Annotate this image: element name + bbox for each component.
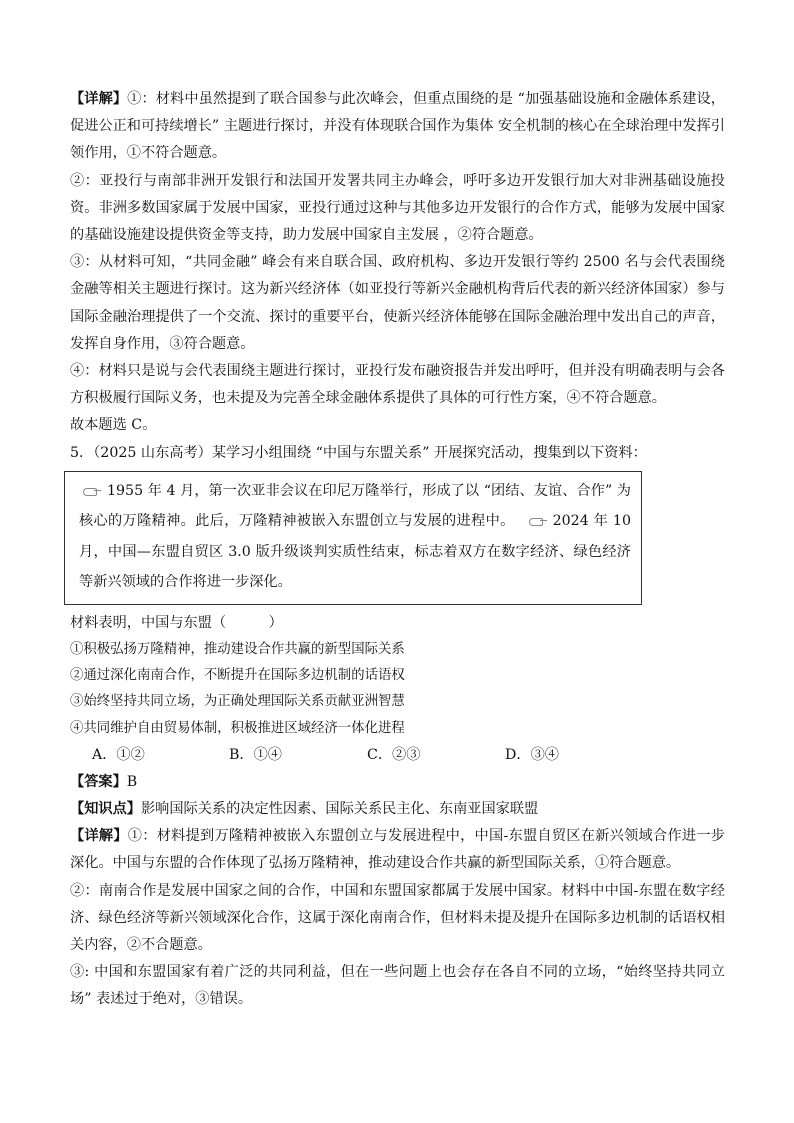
statement-1: ①积极弘扬万隆精神，推动建设合作共赢的新型国际关系 bbox=[70, 642, 405, 658]
analysis-paragraph-4: ④：材料只是说与会代表围绕主题进行探讨，亚投行发布融资报告并发出呼吁，但并没有明确表明与会各方积极履行国际义务，也未提及为完善全球金融体系提供了具体的可行性方案，④不符合题意。 bbox=[70, 363, 725, 407]
detail-tag: 【详解】 bbox=[70, 91, 128, 107]
q5-detail-paragraph-3: ③: 中国和东盟国家有着广泛的共同利益，但在一些问题上也会存在各自不同的立场，“始终坚持共同立场” 表述过于绝对，③错误。 bbox=[70, 964, 725, 1008]
document-page bbox=[70, 86, 725, 1014]
analysis-paragraph-2: ②：亚投行与南部非洲开发银行和法国开发署共同主办峰会，呼吁多边开发银行加大对非洲基础设施投资。非洲多数国家属于发展中国家，亚投行通过这种与其他多边开发银行的合作方式，能够为发展中国家的基础设施建设提供资金等支持，助力发展中国家自主发展 ，②符合题意。 bbox=[70, 172, 725, 244]
option-b: B．①④ bbox=[229, 746, 282, 763]
knowledge-tag: 【知识点】 bbox=[70, 801, 141, 818]
pointing-hand-icon bbox=[83, 487, 101, 495]
statement-3: ③始终坚持共同立场，为正确处理国际关系贡献亚洲智慧 bbox=[70, 694, 405, 710]
pointing-hand-icon bbox=[529, 517, 547, 525]
q5-detail-paragraph-2: ②：南南合作是发展中国家之间的合作，中国和东盟国家都属于发展中国家。材料中中国-东盟在数字经济、绿色经济等新兴领域深化合作，这属于深化南南合作，但材料未提及提升在国际多边机制的话语权相关内容，②不合题意。 bbox=[70, 882, 725, 954]
material-box bbox=[64, 471, 642, 605]
option-c: C．②③ bbox=[367, 746, 421, 763]
detail-text: ①：材料中虽然提到了联合国参与此次峰会，但重点围绕的是 “加强基础设施和金融体系建设，促进公正和可持续增长” 主题进行探讨，并没有体现联合国作为集体 安全机制的核心在全球治理中发挥引领作用，①不符合题意。 bbox=[70, 91, 725, 162]
option-d: D．③④ bbox=[505, 746, 559, 763]
question-prompt: 材料表明，中国与东盟（ ） bbox=[70, 614, 283, 631]
q5-detail-text-1: ①：材料提到万隆精神被嵌入东盟创立与发展进程中，中国-东盟自贸区在新兴领域合作进一步深化。中国与东盟的合作体现了弘扬万隆精神，推动建设合作共赢的新型国际关系，①符合题意。 bbox=[70, 828, 725, 872]
knowledge-line bbox=[70, 796, 725, 823]
statement-4: ④共同维护自由贸易体制，积极推进区域经济一体化进程 bbox=[70, 720, 405, 736]
q5-detail-tag: 【详解】 bbox=[70, 828, 128, 845]
answer-tag: 【答案】 bbox=[70, 773, 127, 790]
knowledge-text: 影响国际关系的决定性因素、国际关系民主化、东南亚国家联盟 bbox=[140, 801, 539, 818]
question-stem: 5．（2025 山东高考）某学习小组围绕 “中国与东盟关系” 开展探究活动，搜集到以下资料： bbox=[70, 444, 647, 461]
detail-paragraph-1 bbox=[70, 86, 725, 168]
answer-line bbox=[70, 769, 725, 796]
answer-value: B bbox=[126, 773, 138, 790]
q5-detail-paragraph-1 bbox=[70, 823, 725, 877]
answer-options bbox=[92, 742, 725, 769]
material-part-1: 1955 年 4 月，第一次亚非会议在印尼万隆举行，形成了以 “团结、友谊、合作” 为核心的万隆精神。此后，万隆精神被嵌入东盟创立与发展的进程中。 bbox=[79, 482, 631, 530]
previous-answer-line: 故本题选 C。 bbox=[70, 417, 157, 434]
statement-2: ②通过深化南南合作，不断提升在国际多边机制的话语权 bbox=[70, 668, 405, 684]
option-a: A．①② bbox=[92, 746, 145, 763]
material-part-2: 2024 年 10 月，中国—东盟自贸区 3.0 版升级谈判实质性结束，标志着双方在数字经济、绿色经济等新兴领域的合作将进一步深化。 bbox=[79, 513, 631, 591]
material-text bbox=[79, 476, 631, 598]
analysis-paragraph-3: ③：从材料可知，“共同金融” 峰会有来自联合国、政府机构、多边开发银行等约 2500 名与会代表围绕金融等相关主题进行探讨。这为新兴经济体（如亚投行等新兴金融机构背后代表的新兴经济体国家）参与国际金融治理提供了一个交流、探讨的重要平台，使新兴经济体能够在国际金融治理中发出自己的声音，发挥自身作用，③符合题意。 bbox=[70, 254, 725, 352]
